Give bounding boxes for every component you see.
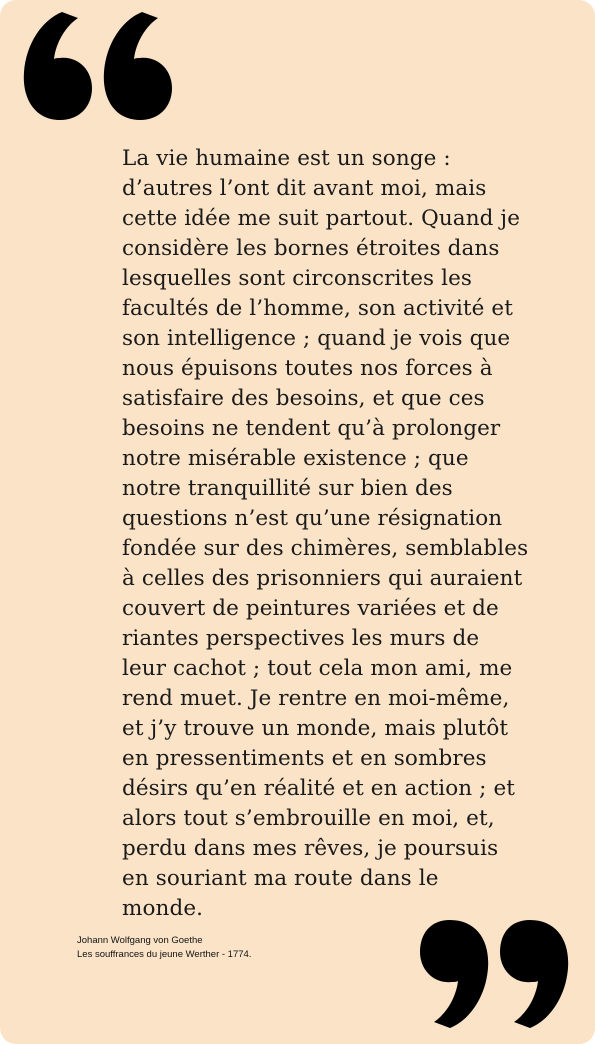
quote-line: rend muet. Je rentre en moi-même, [122, 686, 510, 711]
quote-line: en souriant ma route dans le [122, 866, 439, 891]
quote-text [122, 144, 542, 924]
quote-line: notre misérable existence ; que [122, 446, 469, 471]
quote-line: fondée sur des chimères, semblables [122, 536, 529, 561]
attribution [77, 934, 251, 962]
closing-quote-icon [418, 918, 570, 1030]
quote-line: alors tout s’embrouille en moi, et, [122, 806, 495, 831]
quote-line: monde. [122, 896, 204, 921]
opening-quote-icon [22, 10, 174, 122]
quote-line: besoins ne tendent qu’à prolonger [122, 416, 501, 441]
quote-line: nous épuisons toutes nos forces à [122, 356, 493, 381]
quote-line: questions n’est qu’une résignation [122, 506, 503, 531]
quote-line: et j’y trouve un monde, mais plutôt [122, 716, 509, 741]
quote-line: facultés de l’homme, son activité et [122, 296, 513, 321]
quote-line: lesquelles sont circonscrites les [122, 266, 473, 291]
quote-line: à celles des prisonniers qui auraient [122, 566, 523, 591]
quote-line: désirs qu’en réalité et en action ; et [122, 776, 516, 801]
quote-line: son intelligence ; quand je vois que [122, 326, 511, 351]
quote-line: couvert de peintures variées et de [122, 596, 499, 621]
quote-line: perdu dans mes rêves, je poursuis [122, 836, 499, 861]
quote-line: riantes perspectives les murs de [122, 626, 480, 651]
quote-line: satisfaire des besoins, et que ces [122, 386, 485, 411]
attribution-author: Johann Wolfgang von Goethe [77, 935, 203, 946]
quote-line: en pressentiments et en sombres [122, 746, 487, 771]
quote-line: leur cachot ; tout cela mon ami, me [122, 656, 513, 681]
quote-line: cette idée me suit partout. Quand je [122, 206, 521, 231]
attribution-source: Les souffrances du jeune Werther - 1774. [77, 949, 252, 960]
quote-line: La vie humaine est un songe : [122, 146, 451, 171]
quote-line: notre tranquillité sur bien des [122, 476, 453, 501]
quote-line: d’autres l’ont dit avant moi, mais [122, 176, 487, 201]
quote-line: considère les bornes étroites dans [122, 236, 500, 261]
